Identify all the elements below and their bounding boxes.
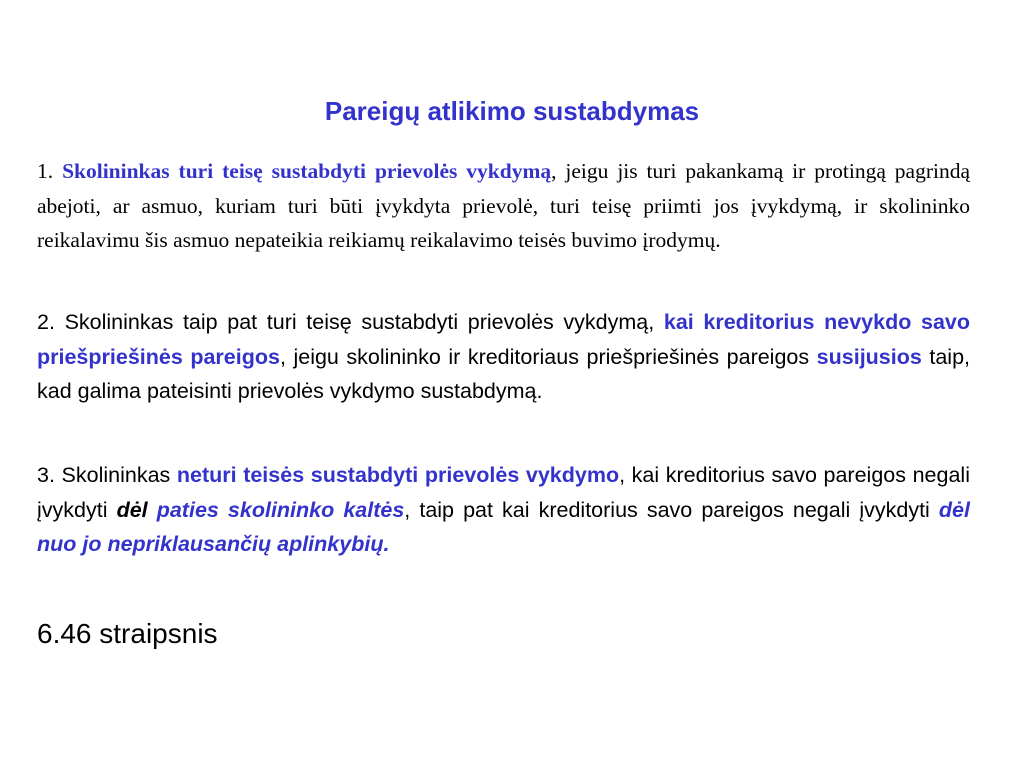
paragraph-2-text-3: taip, kad galima pateisinti prievolės vykdymo sustabdymą. <box>37 344 970 403</box>
paragraph-3 <box>37 458 970 562</box>
article-label: 6.46 straipsnis <box>37 618 218 649</box>
paragraph-2-text-2: , jeigu skolininko ir kreditoriaus priešpriešinės pareigos <box>279 344 817 369</box>
paragraph-2 <box>37 305 970 409</box>
paragraph-2-highlight-2: susijusios <box>816 344 922 369</box>
paragraph-2-highlight-1: kai kreditorius nevykdo savo priešpriešinės pareigos <box>37 310 970 369</box>
paragraph-3-text-3: , taip pat kai kreditorius savo pareigos negali įvykdyti <box>404 497 939 522</box>
paragraph-3-emphasis: dėl <box>116 497 148 522</box>
paragraph-3-highlight-3: dėl nuo jo nepriklausančių aplinkybių. <box>37 497 970 556</box>
paragraph-1-text: , jeigu jis turi pakankamą ir protingą pagrindą abejoti, ar asmuo, kuriam turi būti įvykdyta prievolė, turi teisę priimti jos įvykdymą, ir skolininko reikalavimu šis asmuo nepateikia reikiamų reikalavimo teisės buvimo įrodymų. <box>37 159 971 252</box>
paragraph-3-space <box>148 498 157 522</box>
paragraph-1-highlight: Skolininkas turi teisę sustabdyti prievolės vykdymą <box>62 159 552 183</box>
paragraph-1-number: 1. <box>37 159 63 183</box>
paragraph-2-text-1: 2. Skolininkas taip pat turi teisę sustabdyti prievolės vykdymą, <box>37 310 664 334</box>
paragraph-3-text-2: , kai kreditorius savo pareigos negali įvykdyti <box>37 463 970 522</box>
paragraph-3-text-1: 3. Skolininkas <box>37 463 177 487</box>
paragraph-3-highlight-1: neturi teisės sustabdyti prievolės vykdymo <box>176 463 620 487</box>
paragraph-3-highlight-2: paties skolininko kaltės <box>156 497 405 522</box>
paragraph-1 <box>37 154 970 258</box>
slide-title: Pareigų atlikimo sustabdymas <box>324 96 700 126</box>
